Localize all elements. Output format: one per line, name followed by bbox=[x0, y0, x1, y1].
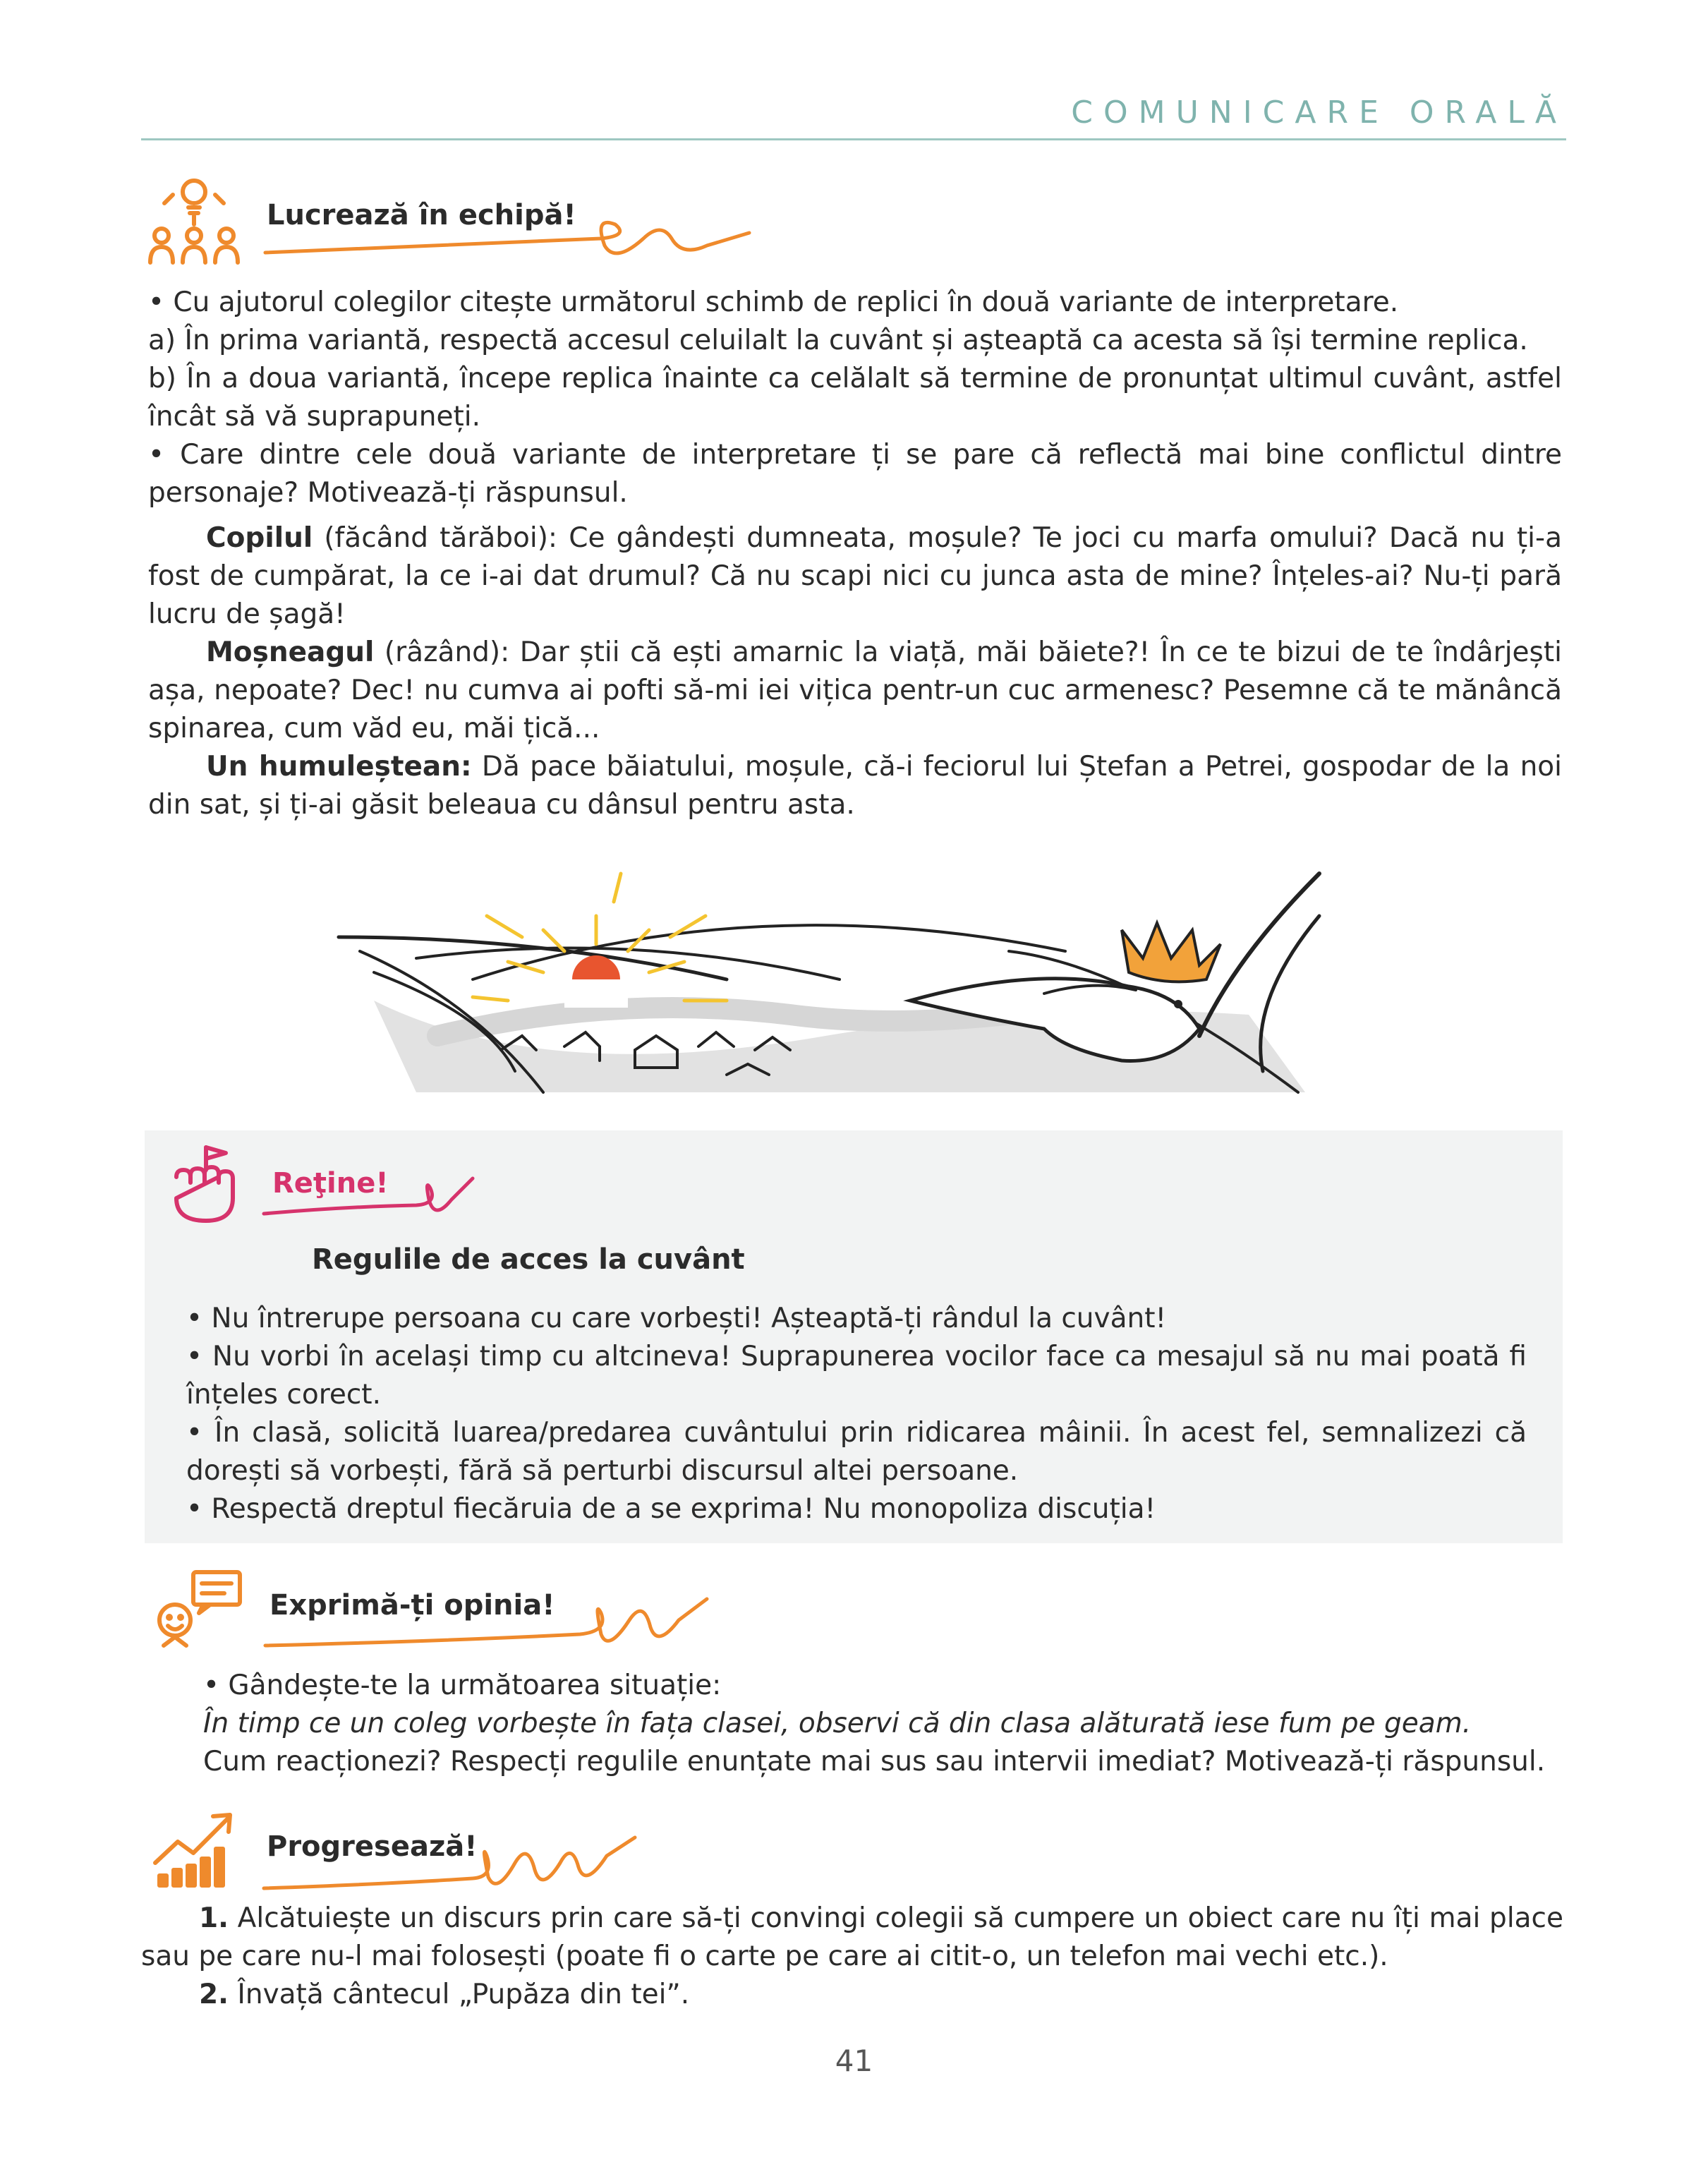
opinion-question: Cum reacționezi? Respecți regulile enunțate mai sus sau intervii imediat? Motivează-ți răspunsul. bbox=[203, 1746, 1546, 1777]
dialogue-line bbox=[148, 634, 1562, 748]
progress-title-underline bbox=[261, 1828, 642, 1898]
rule-line: • Respectă dreptul fiecăruia de a se exprima! Nu monopoliza discuția! bbox=[186, 1493, 1156, 1525]
progress-section-title: Progresează! bbox=[267, 1830, 478, 1863]
dialogue-line bbox=[148, 748, 1562, 824]
remember-rules bbox=[186, 1300, 1527, 1528]
dialogue-speaker: Copilul bbox=[206, 522, 313, 554]
dialogue-line bbox=[148, 519, 1562, 634]
hand-flag-icon bbox=[164, 1142, 248, 1226]
team-instruction-line: a) În prima variantă, respectă accesul celuilalt la cuvânt și așteaptă ca acesta să își termine replica. bbox=[148, 325, 1528, 356]
task-text: Învață cântecul „Pupăza din tei”. bbox=[228, 1979, 690, 2010]
team-instructions bbox=[148, 284, 1562, 512]
remember-title-underline bbox=[261, 1171, 487, 1228]
task-number: 2. bbox=[199, 1979, 229, 2010]
dialogue-speaker: Moșneagul bbox=[206, 636, 375, 668]
opinion-situation: În timp ce un coleg vorbește în fața clasei, observi că din clasa alăturată iese fum pe geam. bbox=[203, 1708, 1472, 1739]
team-section-title: Lucrează în echipă! bbox=[267, 199, 576, 231]
page-number: 41 bbox=[835, 2044, 873, 2078]
opinion-text bbox=[203, 1667, 1565, 1781]
team-title-underline bbox=[262, 217, 756, 267]
speech-bubble-face-icon bbox=[154, 1568, 246, 1653]
dialogue-text: (râzând): Dar știi că ești amarnic la viață, măi băiete?! În ce te bizui de te îndârjești așa, nepoate? Dec! nu cumva ai pofti să-mi iei vițica pentr-un cuc armenesc? Pesemne că te mănâncă spinarea, cum văd eu, măi țică... bbox=[148, 636, 1562, 744]
remember-box-subtitle: Regulile de acces la cuvânt bbox=[312, 1243, 745, 1276]
team-instruction-line: • Cu ajutorul colegilor citește următorul schimb de replici în două variante de interpretare. bbox=[148, 286, 1399, 318]
dialogue-speaker: Un humuleștean: bbox=[206, 751, 472, 783]
team-instruction-line: b) În a doua variantă, începe replica înainte ca celălalt să termine de pronunțat ultimul cuvânt, astfel încât să vă suprapuneți. bbox=[148, 363, 1562, 433]
header-divider bbox=[141, 138, 1566, 140]
dialogue bbox=[148, 519, 1562, 824]
growth-chart-icon bbox=[150, 1806, 241, 1891]
dialogue-text: (făcând tărăboi): Ce gândești dumneata, moșule? Te joci cu marfa omului? Dacă nu ți-a fost de cumpărat, la ce i-ai dat drumul? Că nu scapi nici cu junca asta de mine? Înțeles-ai? Nu-ți pară lucru de șagă! bbox=[148, 522, 1562, 630]
dialogue-text: Dă pace băiatului, moșule, că-i feciorul lui Ștefan a Petrei, gospodar de la noi din sat, și ți-ai găsit beleaua cu dânsul pentru asta. bbox=[148, 751, 1562, 821]
rule-line: • În clasă, solicită luarea/predarea cuvântului prin ridicarea mâinii. În acest fel, semnalizezi că dorești să vorbești, fără să perturbi discursul altei persoane. bbox=[186, 1417, 1527, 1487]
rule-line: • Nu întrerupe persoana cu care vorbești! Așteaptă-ți rândul la cuvânt! bbox=[186, 1303, 1167, 1334]
rule-line: • Nu vorbi în același timp cu altcineva! Suprapunerea vocilor face ca mesajul să nu mai poată fi înțeles corect. bbox=[186, 1341, 1527, 1411]
hoopoe-sunrise-illustration bbox=[332, 859, 1347, 1128]
team-instruction-line: • Care dintre cele două variante de interpretare ți se pare că reflectă mai bine conflictul dintre personaje? Motivează-ți răspunsul. bbox=[148, 439, 1562, 509]
header-title: COMUNICARE ORALĂ bbox=[1071, 95, 1567, 131]
remember-section-title: Reţine! bbox=[272, 1167, 389, 1200]
opinion-section-title: Exprimă-ți opinia! bbox=[269, 1589, 555, 1622]
task-text: Alcătuiește un discurs prin care să-ți convingi colegii să cumpere un obiect care nu îți mai place sau pe care nu-l mai folosești (poate fi o carte pe care ai citit-o, un telefon mai vechi etc.). bbox=[141, 1902, 1563, 1972]
progress-task bbox=[141, 1900, 1563, 1976]
progress-tasks bbox=[141, 1900, 1563, 2014]
opinion-prompt: • Gândește-te la următoarea situație: bbox=[203, 1670, 722, 1701]
opinion-title-underline bbox=[262, 1592, 714, 1655]
task-number: 1. bbox=[199, 1902, 229, 1934]
progress-task bbox=[141, 1976, 1563, 2014]
team-icon bbox=[145, 174, 243, 269]
